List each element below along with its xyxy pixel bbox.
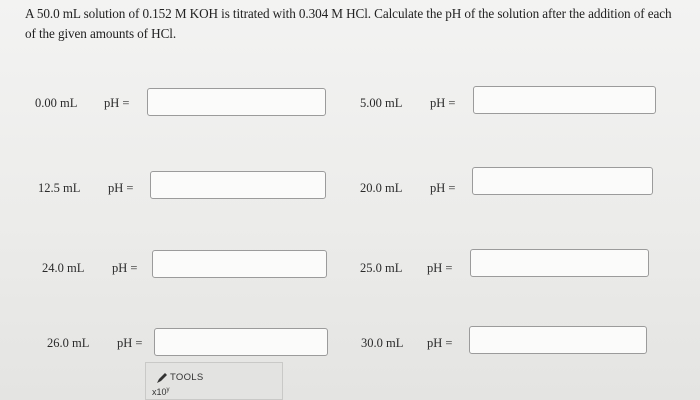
- scientific-notation-button[interactable]: [152, 387, 170, 397]
- volume-label-0-left: 0.00 mL: [35, 96, 78, 110]
- tools-panel[interactable]: [145, 362, 283, 400]
- ph-input-2-left[interactable]: [152, 250, 327, 278]
- sci-notation-base: x10: [152, 387, 167, 397]
- ph-label: pH =: [104, 96, 130, 110]
- ph-label: pH =: [430, 181, 456, 195]
- ph-input-1-right[interactable]: [472, 167, 653, 195]
- ph-label: pH =: [427, 336, 453, 350]
- volume-label-1-right: 20.0 mL: [360, 181, 403, 195]
- ph-label: pH =: [108, 181, 134, 195]
- volume-label-2-left: 24.0 mL: [42, 261, 85, 275]
- ph-input-3-right[interactable]: [469, 326, 647, 354]
- volume-label-3-left: 26.0 mL: [47, 336, 90, 350]
- ph-input-1-left[interactable]: [150, 171, 326, 199]
- ph-label: pH =: [117, 336, 143, 350]
- ph-label: pH =: [427, 261, 453, 275]
- volume-label-2-right: 25.0 mL: [360, 261, 403, 275]
- ph-input-0-right[interactable]: [473, 86, 656, 114]
- pen-icon: [156, 372, 168, 384]
- ph-label: pH =: [112, 261, 138, 275]
- ph-input-2-right[interactable]: [470, 249, 649, 277]
- ph-input-3-left[interactable]: [154, 328, 328, 356]
- tools-label: TOOLS: [170, 372, 204, 383]
- volume-label-0-right: 5.00 mL: [360, 96, 403, 110]
- sci-notation-exp: y: [166, 387, 170, 393]
- volume-label-1-left: 12.5 mL: [38, 181, 81, 195]
- ph-input-0-left[interactable]: [147, 88, 326, 116]
- ph-label: pH =: [430, 96, 456, 110]
- volume-label-3-right: 30.0 mL: [361, 336, 404, 350]
- question-text: A 50.0 mL solution of 0.152 M KOH is titrated with 0.304 M HCl. Calculate the pH of the solution after the addition of each of the given amounts of HCl.: [25, 6, 672, 41]
